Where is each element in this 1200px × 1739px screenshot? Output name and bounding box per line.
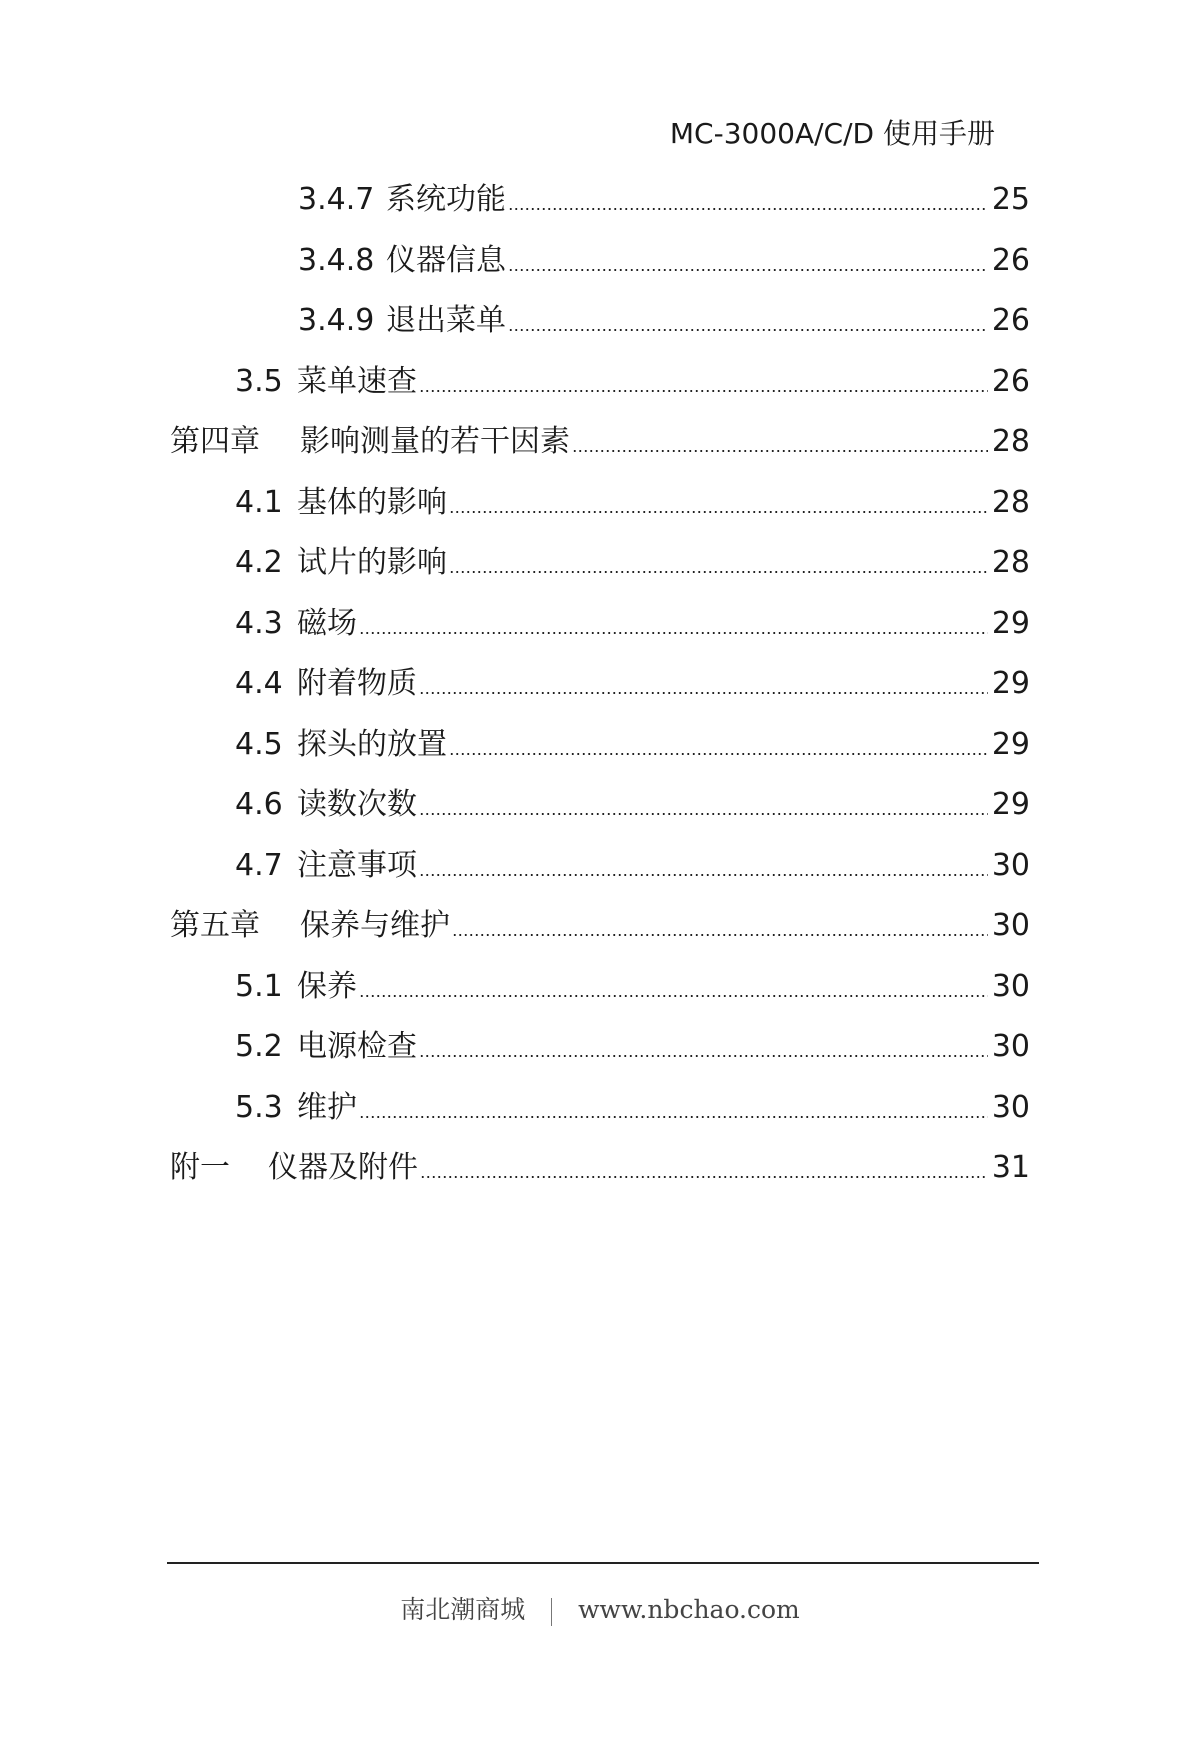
toc-entry[interactable] <box>235 1025 1030 1069</box>
toc-entry-title: 读数次数 <box>297 787 417 822</box>
toc-entry[interactable] <box>235 602 1030 646</box>
toc-entry-title: 仪器信息 <box>386 242 506 278</box>
toc-entry[interactable] <box>235 541 1030 585</box>
toc-entry-page: 26 <box>991 242 1030 278</box>
dot-leader <box>508 208 988 210</box>
toc-entry-number: 4.7 <box>235 847 283 883</box>
toc-entry-page: 29 <box>991 787 1030 822</box>
page-header-title: MC-3000A/C/D 使用手册 <box>669 117 995 150</box>
toc-entry-title: 退出菜单 <box>386 303 506 338</box>
dot-leader <box>359 995 988 997</box>
toc-entry-page: 26 <box>991 303 1030 338</box>
toc-entry-page: 30 <box>991 968 1030 1004</box>
toc-entry-page: 28 <box>991 545 1030 580</box>
dot-leader <box>572 450 988 452</box>
toc-entry-title: 磁场 <box>297 605 357 641</box>
toc-entry-title: 基体的影响 <box>297 484 447 520</box>
footer-separator <box>551 1598 552 1626</box>
toc-entry-page: 28 <box>991 424 1030 459</box>
toc-entry[interactable] <box>170 904 1030 948</box>
toc-entry-page: 28 <box>991 484 1030 520</box>
toc-entry[interactable] <box>298 178 1030 222</box>
toc-entry[interactable] <box>235 965 1030 1009</box>
toc-entry[interactable] <box>298 299 1030 343</box>
toc-entry-number: 4.1 <box>235 484 283 520</box>
toc-entry-page: 30 <box>991 1089 1030 1125</box>
dot-leader <box>449 571 988 573</box>
toc-entry-number: 5.3 <box>235 1089 283 1125</box>
toc-entry[interactable] <box>235 360 1030 404</box>
footer-url[interactable]: www.nbchao.com <box>578 1595 800 1624</box>
toc-entry-page: 29 <box>991 605 1030 641</box>
toc-entry-number: 4.5 <box>235 726 283 762</box>
toc-entry-title: 保养与维护 <box>300 908 450 943</box>
dot-leader <box>419 874 988 876</box>
toc-entry-number: 4.6 <box>235 787 283 822</box>
toc-entry[interactable] <box>235 783 1030 827</box>
toc-entry-page: 25 <box>991 182 1030 217</box>
toc-entry-title: 系统功能 <box>386 182 506 217</box>
toc-entry[interactable] <box>235 723 1030 767</box>
toc-entry-title: 探头的放置 <box>297 726 447 762</box>
dot-leader <box>359 1116 988 1118</box>
toc-entry-page: 29 <box>991 726 1030 762</box>
toc-entry-number: 5.1 <box>235 968 283 1004</box>
toc-entry[interactable] <box>235 844 1030 888</box>
toc-entry-title: 菜单速查 <box>297 363 417 399</box>
toc-entry-title: 保养 <box>297 968 357 1004</box>
toc-entry-title: 仪器及附件 <box>268 1150 418 1185</box>
toc-entry[interactable] <box>235 662 1030 706</box>
toc-entry-title: 试片的影响 <box>297 545 447 580</box>
toc-entry-page: 30 <box>991 1029 1030 1064</box>
dot-leader <box>419 1055 988 1057</box>
toc-entry-number: 3.5 <box>235 363 283 399</box>
dot-leader <box>359 632 988 634</box>
toc-entry-number: 4.2 <box>235 545 283 580</box>
toc-entry-number: 4.3 <box>235 605 283 641</box>
dot-leader <box>508 269 988 271</box>
toc-entry-title: 附着物质 <box>297 666 417 701</box>
dot-leader <box>419 692 988 694</box>
footer-site-name: 南北潮商城 <box>400 1595 526 1624</box>
toc-entry-page: 29 <box>991 666 1030 701</box>
toc-entry-number: 3.4.8 <box>298 242 375 278</box>
toc-entry-number: 5.2 <box>235 1029 283 1064</box>
toc-entry[interactable] <box>235 481 1030 525</box>
toc-entry-page: 26 <box>991 363 1030 399</box>
toc-entry-title: 影响测量的若干因素 <box>300 424 570 459</box>
dot-leader <box>449 753 988 755</box>
toc-entry-number: 3.4.9 <box>298 303 375 338</box>
toc-entry-page: 30 <box>991 847 1030 883</box>
dot-leader <box>419 813 988 815</box>
dot-leader <box>452 934 988 936</box>
toc-entry-number: 3.4.7 <box>298 182 375 217</box>
dot-leader <box>508 329 988 331</box>
toc-entry[interactable] <box>235 1086 1030 1130</box>
toc-entry[interactable] <box>170 420 1030 464</box>
toc-entry[interactable] <box>170 1146 1030 1190</box>
page-footer <box>0 1592 1200 1628</box>
toc-entry-number: 第五章 <box>170 908 260 943</box>
toc-entry-page: 30 <box>991 908 1030 943</box>
footer-divider <box>167 1562 1039 1564</box>
toc-entry-title: 注意事项 <box>297 847 417 883</box>
toc-entry-title: 电源检查 <box>297 1029 417 1064</box>
toc-entry-number: 4.4 <box>235 666 283 701</box>
dot-leader <box>449 511 988 513</box>
dot-leader <box>419 390 988 392</box>
toc-entry-number: 附一 <box>170 1150 230 1185</box>
dot-leader <box>420 1176 988 1178</box>
toc-entry-page: 31 <box>991 1150 1030 1185</box>
toc-entry[interactable] <box>298 239 1030 283</box>
toc-entry-number: 第四章 <box>170 424 260 459</box>
toc-entry-title: 维护 <box>297 1089 357 1125</box>
